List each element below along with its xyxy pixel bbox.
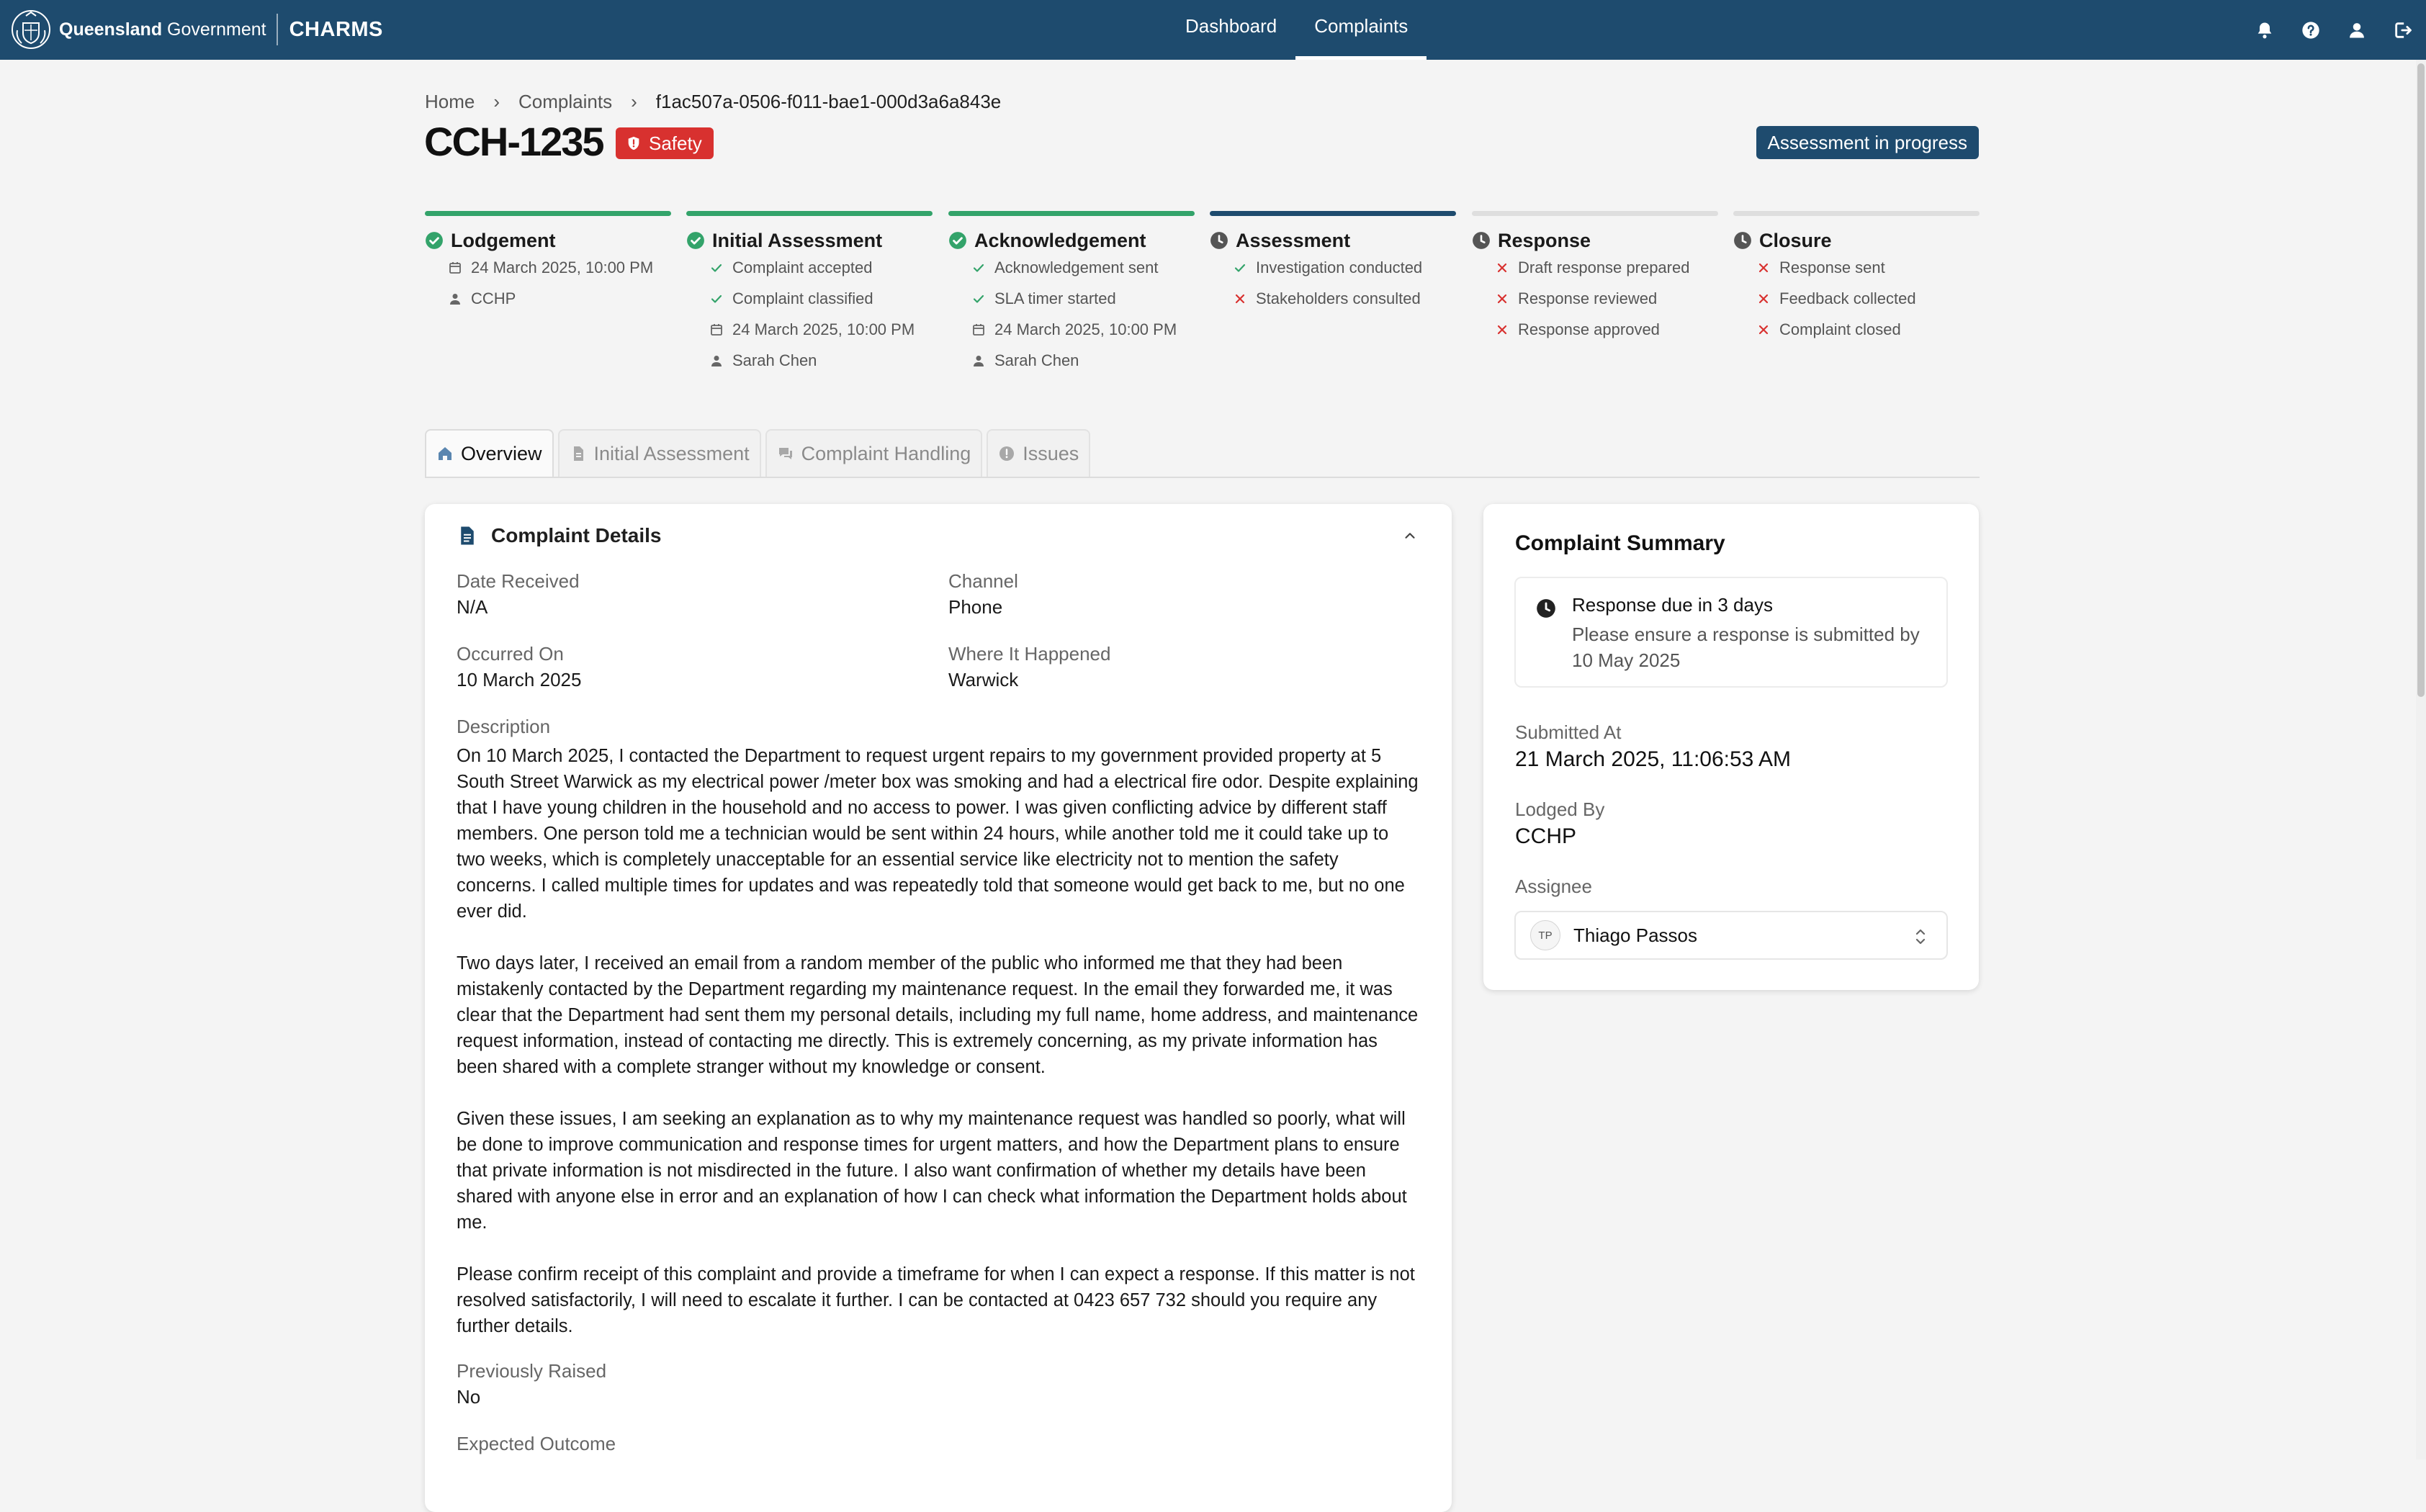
stage-item: Feedback collected [1733,283,1980,314]
expected-outcome-label: Expected Outcome [457,1433,616,1454]
channel-value: Phone [948,596,1003,618]
page-title: CCH-1235 [424,119,603,164]
due-notice [1514,577,1948,688]
person-icon [448,292,462,306]
cross-icon [1756,292,1771,306]
calendar-icon [971,323,986,337]
assignee-label: Assignee [1515,876,1592,897]
stage-bar [1733,211,1980,216]
stage-title: Closure [1733,229,1980,252]
calendar-icon [448,261,462,275]
calendar-icon [709,323,724,337]
avatar: TP [1530,920,1560,950]
complaint-details-card [425,504,1452,1512]
stage-item: 24 March 2025, 10:00 PM [948,314,1195,345]
due-text: Please ensure a response is submitted by 10 May 2025 [1572,624,1920,671]
home-icon [436,445,454,462]
breadcrumb-separator: › [493,91,500,112]
clock-icon [1733,231,1752,250]
stage-item: SLA timer started [948,283,1195,314]
page-scrollbar-thumb[interactable] [2417,63,2425,697]
alert-icon [998,445,1015,462]
check-icon [1233,261,1247,275]
breadcrumb-current: f1ac507a-0506-f011-bae1-000d3a6a843e [655,91,1002,112]
stage-item: Complaint closed [1733,314,1980,345]
person-icon [709,354,724,368]
person-icon [971,354,986,368]
stage-item: 24 March 2025, 10:00 PM [686,314,933,345]
submitted-value: 21 March 2025, 11:06:53 AM [1515,747,1792,771]
stage-item: Sarah Chen [686,345,933,376]
cross-icon [1233,292,1247,306]
stage-item: Draft response prepared [1472,252,1718,283]
nav-complaints[interactable]: Complaints [1295,0,1427,60]
clock-icon [1472,231,1491,250]
brand[interactable] [10,4,383,55]
status-badge: Assessment in progress [1756,126,1979,159]
date-received-value: N/A [457,596,488,618]
tab-overview[interactable]: Overview [425,429,554,477]
check-icon [971,292,986,306]
check-icon [971,261,986,275]
document-icon [570,445,587,462]
stage-closure [1733,211,1980,345]
description-paragraph: On 10 March 2025, I contacted the Department to request urgent repairs to my government provided property at 5 South Street Warwick as my electrical power /meter box was smoking and had a electrical fire odor. Despite explaining that I have young children in the household and no access to power. I was given conflicting advice by different staff members. One person told me a technician would be sent within 24 hours, while another told me it could take up to two weeks, which is completely unacceptable for an essential service like electricity not to mention the safety concerns. I called multiple times for updates and was repeatedly told that someone would get back to me, but no one ever did. [457,746,1419,922]
nav-dashboard[interactable]: Dashboard [1185,15,1277,37]
stage-item: Response approved [1472,314,1718,345]
check-circle-icon [425,231,444,250]
check-icon [709,292,724,306]
check-circle-icon [948,231,967,250]
channel-label: Channel [948,570,1018,592]
cross-icon [1495,323,1509,337]
card-header [457,521,661,550]
app-name: CHARMS [289,17,383,41]
stage-item: Stakeholders consulted [1210,283,1456,314]
cross-icon [1495,261,1509,275]
chat-icon [777,445,794,462]
notifications-button[interactable] [2242,5,2288,55]
breadcrumb-home[interactable]: Home [425,91,475,112]
cross-icon [1756,323,1771,337]
logout-button[interactable] [2380,5,2426,55]
stage-title: Lodgement [425,229,671,252]
description-text [457,743,1421,1365]
previously-raised-value: No [457,1386,481,1408]
stage-item: Complaint accepted [686,252,933,283]
profile-button[interactable] [2334,5,2380,55]
stage-initial-assessment [686,211,933,376]
logout-icon [2393,20,2413,40]
occurred-on-value: 10 March 2025 [457,669,582,690]
stage-item: Sarah Chen [948,345,1195,376]
occurred-on-label: Occurred On [457,643,564,665]
stage-lodgement [425,211,671,314]
brand-divider [277,14,278,45]
document-icon [457,525,478,546]
progress-stepper [425,211,1980,384]
description-paragraph: Given these issues, I am seeking an explanation as to why my maintenance request was handled so poorly, what will be done to improve communication and response times for urgent matters, and how the Department plans to ensure that private information is not misdirected in the future. I also want confirmation of whether my details have been shared with anyone else in error and an explanation of how I can check what information the Department holds about me. [457,1109,1407,1233]
check-icon [709,261,724,275]
stage-response [1472,211,1718,345]
breadcrumb [425,91,1001,113]
check-circle-icon [686,231,705,250]
cross-icon [1756,261,1771,275]
stage-bar [948,211,1195,216]
queensland-crest-icon [10,9,52,50]
stage-item: CCHP [425,283,671,314]
stage-item: Response reviewed [1472,283,1718,314]
help-icon [2301,20,2321,40]
top-navigation-bar [0,0,2426,60]
assignee-name: Thiago Passos [1573,924,1697,946]
due-title: Response due in 3 days [1572,594,1773,616]
shield-icon [626,135,642,151]
where-value: Warwick [948,669,1019,690]
stage-title: Response [1472,229,1718,252]
main-nav [1167,0,1427,60]
stage-item: Investigation conducted [1210,252,1456,283]
lodged-by-label: Lodged By [1515,798,1605,820]
cross-icon [1495,292,1509,306]
stage-title: Acknowledgement [948,229,1195,252]
stage-item: Response sent [1733,252,1980,283]
stage-item: Complaint classified [686,283,933,314]
user-icon [2347,20,2367,40]
category-badge [616,127,714,159]
card-title: Complaint Details [491,524,662,546]
clock-icon [1536,598,1556,618]
stage-title: Initial Assessment [686,229,933,252]
category-badge-label: Safety [649,132,702,154]
description-label: Description [457,716,551,737]
assignee-select[interactable] [1514,911,1948,960]
stage-bar [1210,211,1456,216]
bell-icon [2255,20,2275,40]
stage-assessment [1210,211,1456,314]
stage-bar [1472,211,1718,216]
stage-item: Acknowledgement sent [948,252,1195,283]
stage-title: Assessment [1210,229,1456,252]
collapse-button[interactable] [1397,523,1423,549]
summary-title: Complaint Summary [1515,531,1725,555]
tab-bar [425,429,1980,478]
description-paragraph: Please confirm receipt of this complaint and provide a timeframe for when I can expect a response. If this matter is not resolved satisfactorily, I will need to escalate it further. I can be contacted at 0423 657 732 should you require any further details. [457,1264,1415,1336]
stage-bar [425,211,671,216]
submitted-label: Submitted At [1515,721,1622,743]
breadcrumb-complaints[interactable]: Complaints [518,91,613,112]
clock-icon [1210,231,1228,250]
top-actions [2242,0,2426,60]
previously-raised-label: Previously Raised [457,1360,607,1382]
date-received-label: Date Received [457,570,580,592]
stage-acknowledgement [948,211,1195,376]
breadcrumb-separator: › [631,91,637,112]
government-name: Queensland Government [59,19,266,40]
lodged-by-value: CCHP [1515,824,1577,848]
description-paragraph: Two days later, I received an email from a random member of the public who informed me that they had been mistakenly contacted by the Department regarding my maintenance request. In the email they forwarded me, it was clear that the Department had sent them my personal details, including my full name, home address, and maintenance request information, instead of contacting me directly. This is extremely concerning, as my private information has been shared with a complete stranger without my knowledge or consent. [457,953,1419,1077]
help-button[interactable] [2288,5,2334,55]
complaint-summary-card [1483,504,1979,990]
chevron-up-icon [1402,528,1418,544]
stage-bar [686,211,933,216]
stage-item: 24 March 2025, 10:00 PM [425,252,671,283]
tab-complaint-handling[interactable]: Complaint Handling [765,429,983,477]
tab-initial-assessment[interactable]: Initial Assessment [558,429,761,477]
tab-issues[interactable]: Issues [987,429,1090,477]
chevron-up-down-icon [1912,927,1929,947]
where-label: Where It Happened [948,643,1111,665]
